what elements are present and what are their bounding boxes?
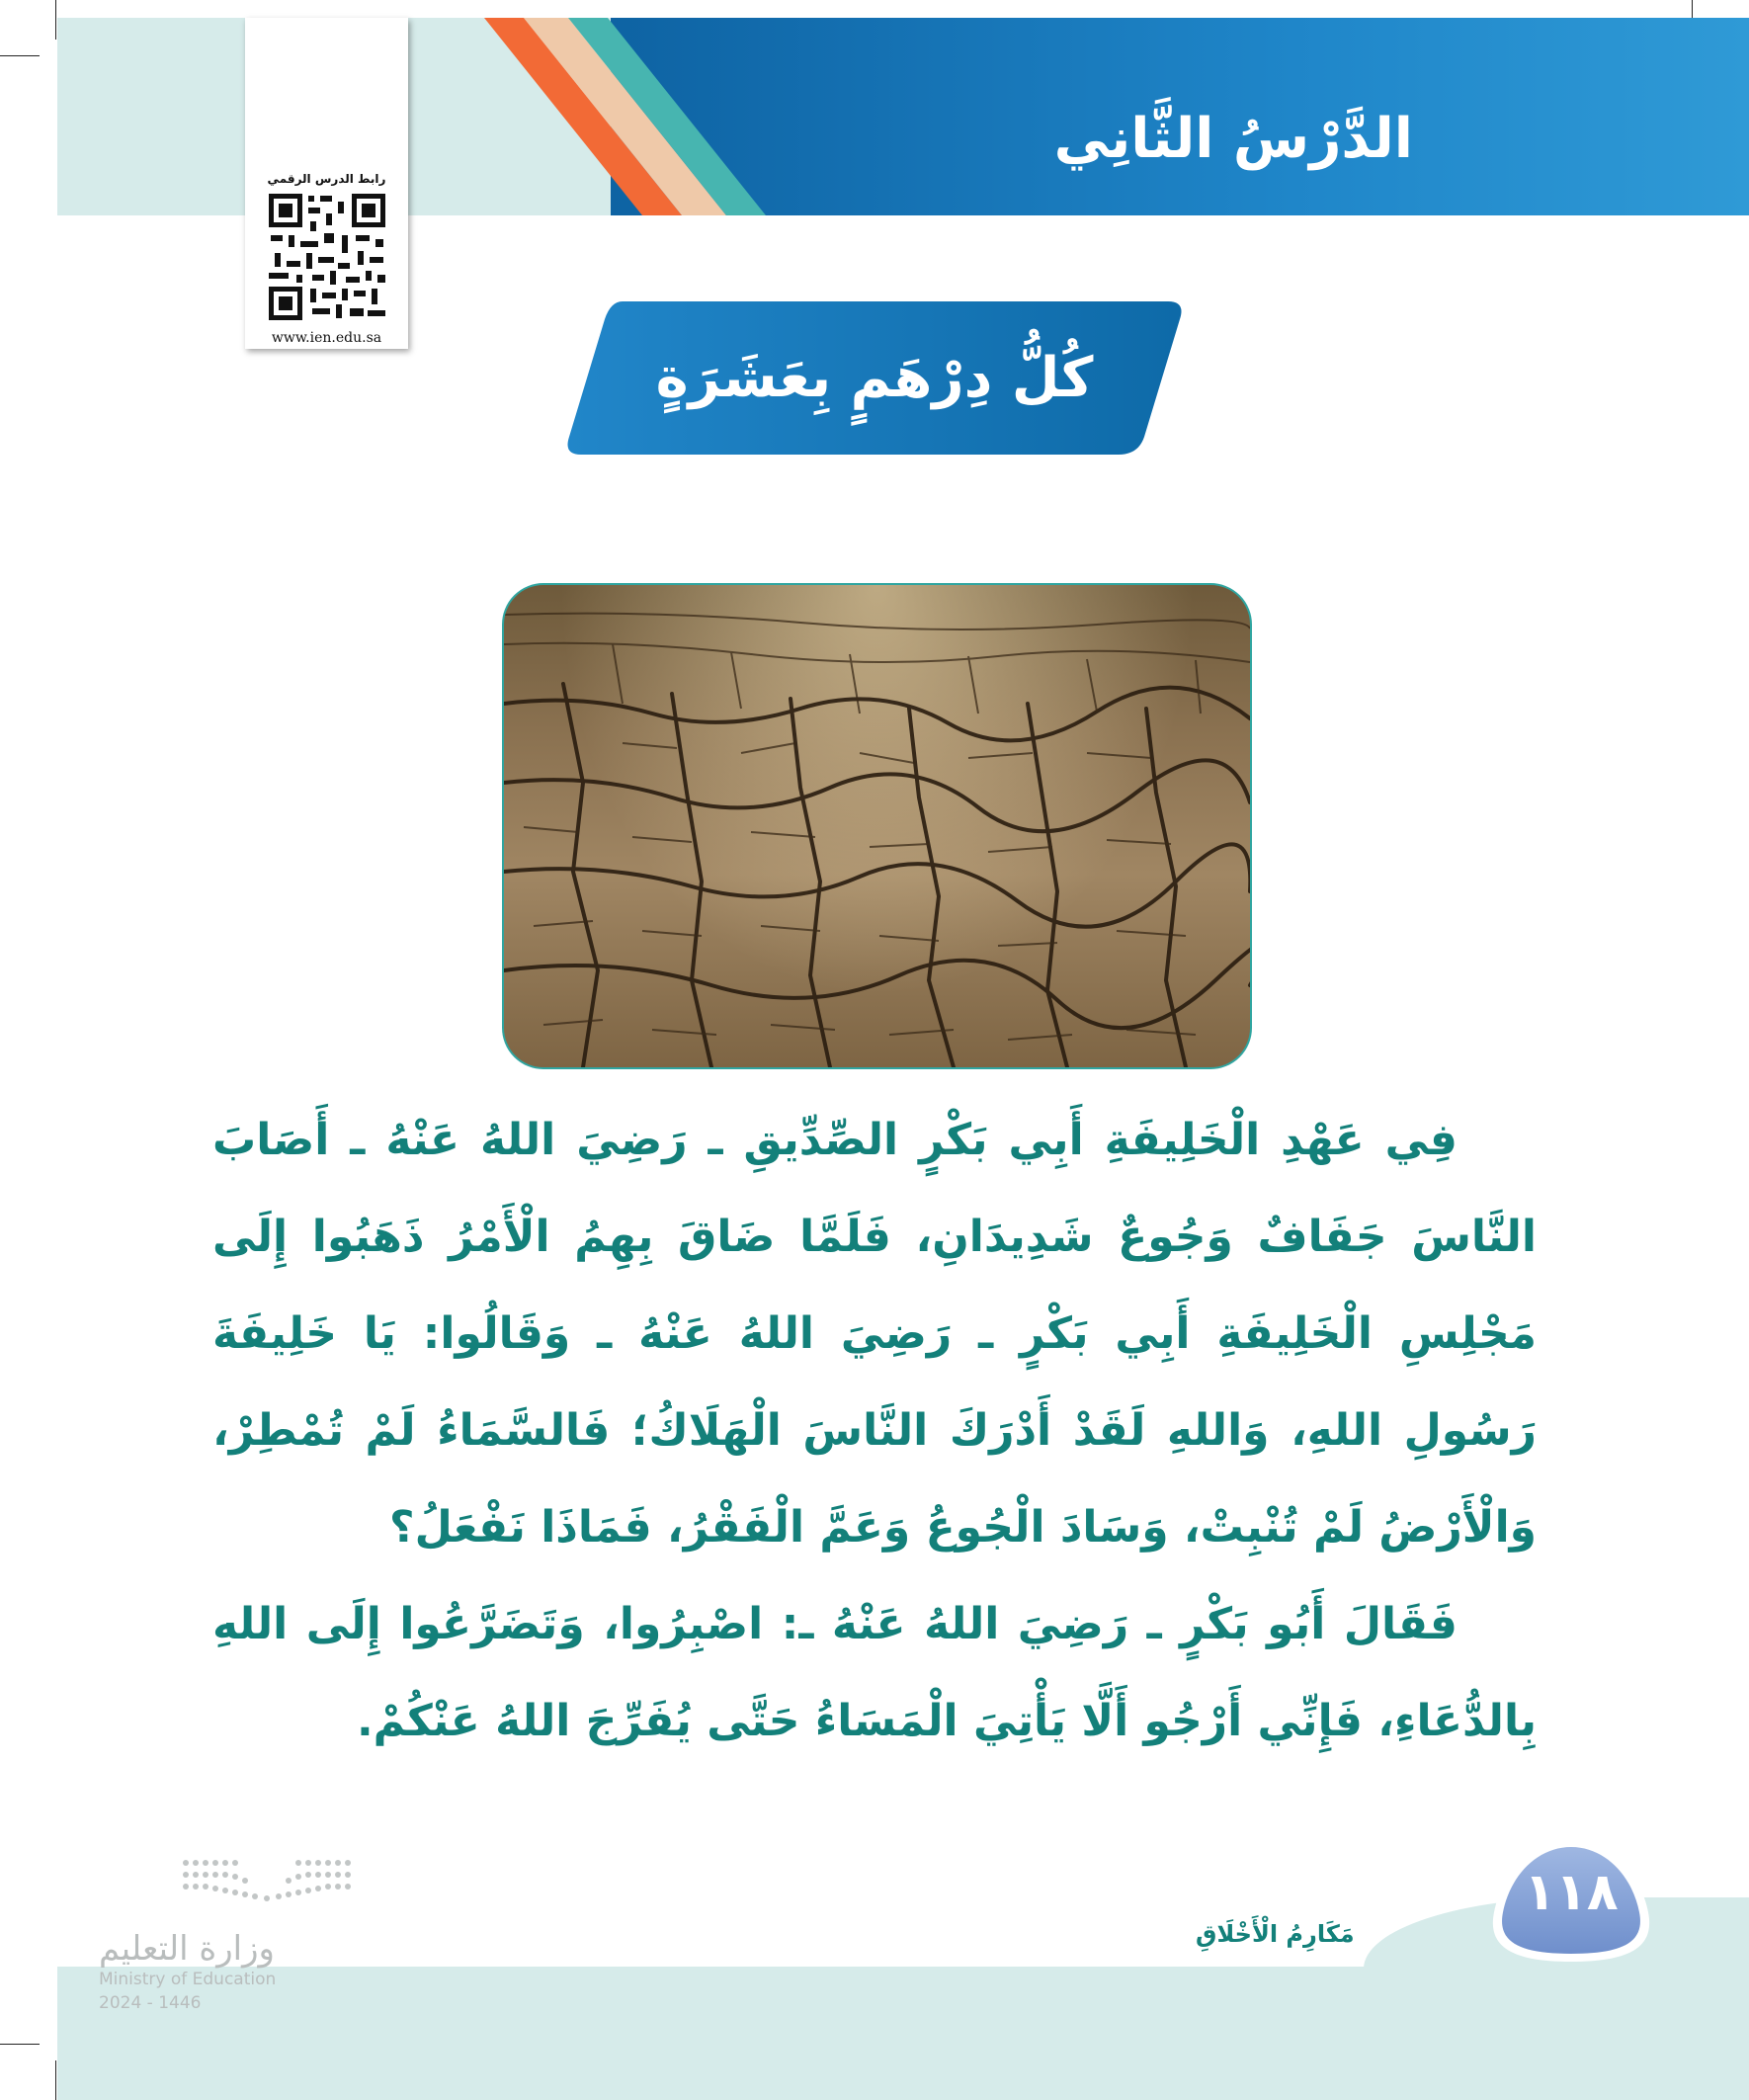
qr-code-icon — [267, 192, 387, 322]
qr-label: رابط الدرس الرقمي — [267, 172, 386, 186]
footer-band — [57, 1967, 1749, 2100]
story-text — [212, 1092, 1537, 1770]
lesson-number-title: الدَّرْسُ الثَّانِي — [1053, 107, 1413, 171]
lesson-title-box — [563, 301, 1186, 455]
crop-mark — [55, 0, 56, 40]
ministry-name-english: Ministry of Education — [99, 1970, 277, 1989]
book-name: مَكَارِمُ الْأَخْلَاقِ — [1196, 1920, 1355, 1948]
story-paragraph-2: فَقَالَ أَبُو بَكْرٍ ـ رَضِيَ اللهُ عَنْهُ ـ: اصْبِرُوا، وَتَضَرَّعُوا إِلَى اللهِ بِالدُّعَاءِ، فَإِنِّي أَرْجُو أَلَّا يَأْتِيَ الْمَسَاءُ حَتَّى يُفَرِّجَ اللهُ عَنْكُمْ. — [212, 1599, 1537, 1746]
crop-mark — [55, 2060, 56, 2100]
ministry-name-arabic: وزارة التعليم — [99, 1929, 275, 1969]
story-paragraph-1: فِي عَهْدِ الْخَلِيفَةِ أَبِي بَكْرٍ الصِّدِّيقِ ـ رَضِيَ اللهُ عَنْهُ ـ أَصَابَ النَّاسَ جَفَافٌ وَجُوعٌ شَدِيدَانِ، فَلَمَّا ضَاقَ بِهِمُ الْأَمْرُ ذَهَبُوا إِلَى مَجْلِسِ الْخَلِيفَةِ أَبِي بَكْرٍ ـ رَضِيَ اللهُ عَنْهُ ـ وَقَالُوا: يَا خَلِيفَةَ رَسُولِ اللهِ، وَاللهِ لَقَدْ أَدْرَكَ النَّاسَ الْهَلَاكُ؛ فَالسَّمَاءُ لَمْ تُمْطِرْ، وَالْأَرْضُ لَمْ تُنْبِتْ، وَسَادَ الْجُوعُ وَعَمَّ الْفَقْرُ، فَمَاذَا نَفْعَلُ؟ — [212, 1115, 1537, 1553]
ministry-year: 2024 - 1446 — [99, 1993, 202, 2013]
cracked-earth-photo — [502, 583, 1252, 1069]
qr-url[interactable]: www.ien.edu.sa — [271, 330, 382, 346]
crop-mark — [0, 55, 40, 56]
qr-card[interactable] — [245, 18, 408, 349]
page-number: ١١٨ — [1524, 1863, 1619, 1922]
crop-mark — [0, 2044, 40, 2045]
header-stripes — [484, 18, 800, 215]
ministry-logo-icon — [178, 1853, 356, 1910]
lesson-title: كُلُّ دِرْهَمٍ بِعَشَرَةٍ — [655, 346, 1094, 410]
